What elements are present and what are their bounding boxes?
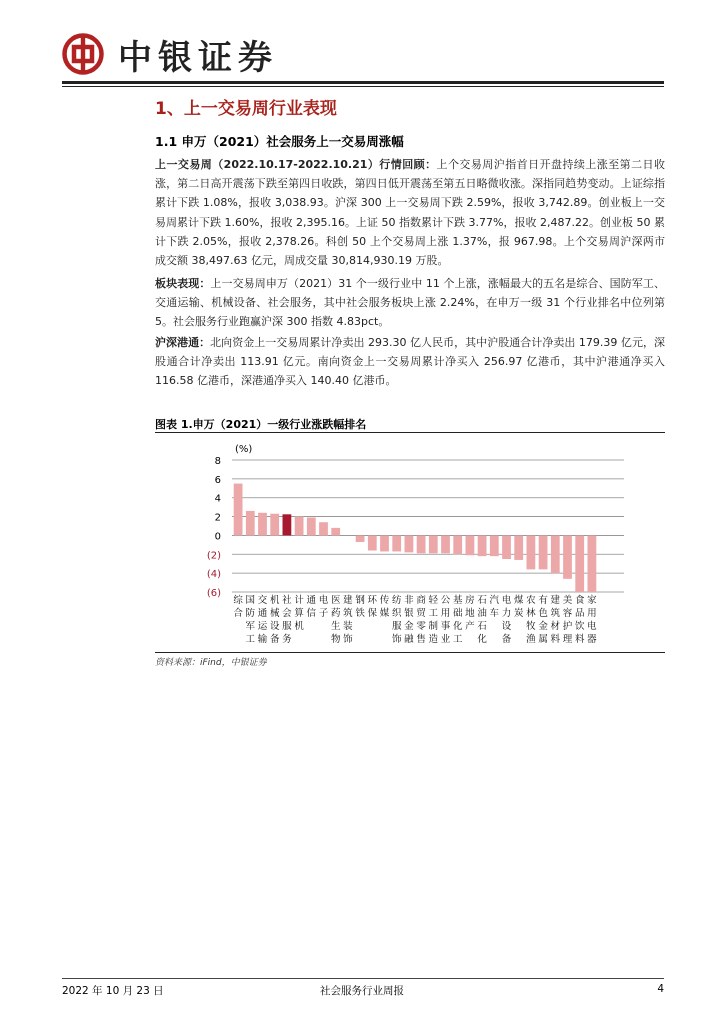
bar-传媒 [380,535,389,551]
x-tick-label: 通信 [306,595,317,619]
bar-计算机 [295,517,304,536]
figure-title: 图表 1.申万（2021）一级行业涨跌幅排名 [155,418,367,431]
figure-source: 资料来源：iFind，中银证券 [155,658,267,668]
x-tick-label: 传媒 [379,595,390,619]
bar-社会服务 [283,514,292,535]
y-tick-label: 0 [214,531,221,543]
header-rule [62,81,664,84]
bar-基础化工 [453,535,462,554]
footer-report-name: 社会服务行业周报 [320,985,404,997]
x-tick-label: 基础化工 [452,595,463,645]
x-tick-label: 房地产 [465,595,475,632]
x-tick-label: 交通运输 [257,595,268,645]
x-tick-label: 建筑装饰 [343,595,353,645]
x-tick-label: 纺织服饰 [391,595,402,645]
sector-performance-paragraph [155,274,665,332]
stock-connect-label: 沪深港通： [155,336,211,349]
bar-机械设备 [270,514,279,536]
y-tick-label: 4 [214,493,221,505]
bar-通信 [307,518,316,536]
bank-of-china-logo-icon [62,33,104,75]
x-tick-label: 建筑材料 [550,595,561,645]
bar-汽车 [490,535,499,556]
x-tick-label: 煤炭 [513,595,524,619]
bar-煤炭 [514,535,523,560]
section-title: 1、上一交易周行业表现 [155,99,337,119]
bar-建筑材料 [551,535,560,573]
footer-date: 2022 年 10 月 23 日 [62,985,164,997]
bar-轻工制造 [429,535,438,553]
y-tick-label: (6) [206,588,221,599]
bar-农林牧渔 [527,535,536,569]
x-tick-label: 电力设备 [501,595,512,645]
x-tick-label: 钢铁 [355,595,365,619]
x-tick-label: 环保 [367,595,378,619]
bar-综合 [234,484,243,536]
x-tick-label: 非银金融 [404,595,414,645]
bar-电力设备 [502,535,511,559]
bar-交通运输 [258,513,267,536]
stock-connect-text: 北向资金上一交易周累计净卖出 293.30 亿人民币，其中沪股通合计净卖出 179.39 亿元，深股通合计净卖出 113.91 亿元。南向资金上一交易周累计净买入 256.97 亿港币，其中沪港通净买入 116.58 亿港币，深港通净买入 140.40 亿港币。 [155,336,666,388]
y-tick-label: (2) [206,550,221,562]
bar-钢铁 [356,535,365,542]
x-tick-label: 食品饮料 [574,595,585,645]
market-review-text: 上个交易周沪指首日开盘持续上涨至第二日收涨，第二日高开震荡下跌至第四日收跌，第四日低开震荡至第五日略微收涨。深指同趋势变动。上证综指累计下跌 1.08%，报收 3,038.93。沪深 300 上一交易周下跌 2.59%，报收 3,742.89。创业板上一交易周累计下跌 1.60%，报收 2,395.16。上证 50 指数累计下跌 3.77%，报收 2,487.22。创业板 50 累计下跌 2.05%，报收 2,378.26。科创 50 上个交易周上涨 1.37%，报 967.98。上个交易周沪深两市成交额 38,497.63 亿元，周成交量 30,814,930.19 万股。 [155,158,665,268]
bar-公用事业 [441,535,450,553]
bar-电子 [319,522,328,535]
footer-page-number: 4 [657,983,664,995]
brand-name: 中银证券 [118,38,278,78]
footer-rule [62,978,664,979]
industry-performance-bar-chart [155,435,665,650]
sector-performance-text: 上一交易周申万（2021）31 个一级行业中 11 个上涨，涨幅最大的五名是综合、国防军工、交通运输、机械设备、社会服务，其中社会服务板块上涨 2.24%，在申万一级 31 个行业排名中位列第 5。社会服务行业跑赢沪深 300 指数 4.83pct。 [155,277,666,329]
bar-环保 [368,535,377,550]
y-tick-label: 6 [214,474,221,486]
x-tick-label: 轻工制造 [428,595,439,645]
market-review-label: 上一交易周（2022.10.17-2022.10.21）行情回顾： [155,158,437,171]
x-tick-label: 社会服务 [282,595,292,645]
x-tick-label: 医药生物 [330,595,341,645]
subsection-title: 1.1 申万（2021）社会服务上一交易周涨幅 [155,134,404,149]
x-tick-label: 商贸零售 [416,595,426,645]
stock-connect-paragraph [155,333,665,391]
x-tick-label: 家用电器 [587,595,597,645]
x-tick-label: 计算机 [294,595,304,632]
figure-bottom-rule [155,652,665,653]
bar-国防军工 [246,511,255,536]
x-tick-label: 美容护理 [562,595,573,645]
bar-美容护理 [563,535,572,578]
bar-家用电器 [588,535,597,592]
bar-商贸零售 [417,535,426,553]
x-tick-label: 有色金属 [538,595,548,645]
x-tick-label: 公用事业 [440,595,451,645]
y-axis-unit-label: (%) [235,444,253,455]
x-tick-label: 汽车 [489,595,500,619]
x-tick-label: 石油石化 [477,595,487,645]
bar-非银金融 [405,535,414,552]
bar-有色金属 [539,535,548,569]
y-tick-label: 2 [214,512,221,524]
market-review-paragraph [155,155,665,270]
x-tick-label: 机械设备 [269,595,280,645]
figure-top-rule [155,432,665,433]
x-tick-label: 电子 [318,595,329,619]
bar-石油石化 [478,535,487,556]
sector-performance-label: 板块表现： [155,277,211,290]
x-tick-label: 国防军工 [245,595,256,645]
y-tick-label: 8 [214,456,221,467]
bar-房地产 [466,535,475,555]
bar-医药生物 [331,528,340,536]
y-tick-label: (4) [206,569,221,581]
x-tick-label: 综合 [233,595,243,619]
header-rule-thin [62,86,664,87]
x-tick-label: 农林牧渔 [526,595,536,645]
bar-纺织服饰 [392,535,401,551]
bar-食品饮料 [575,535,584,592]
